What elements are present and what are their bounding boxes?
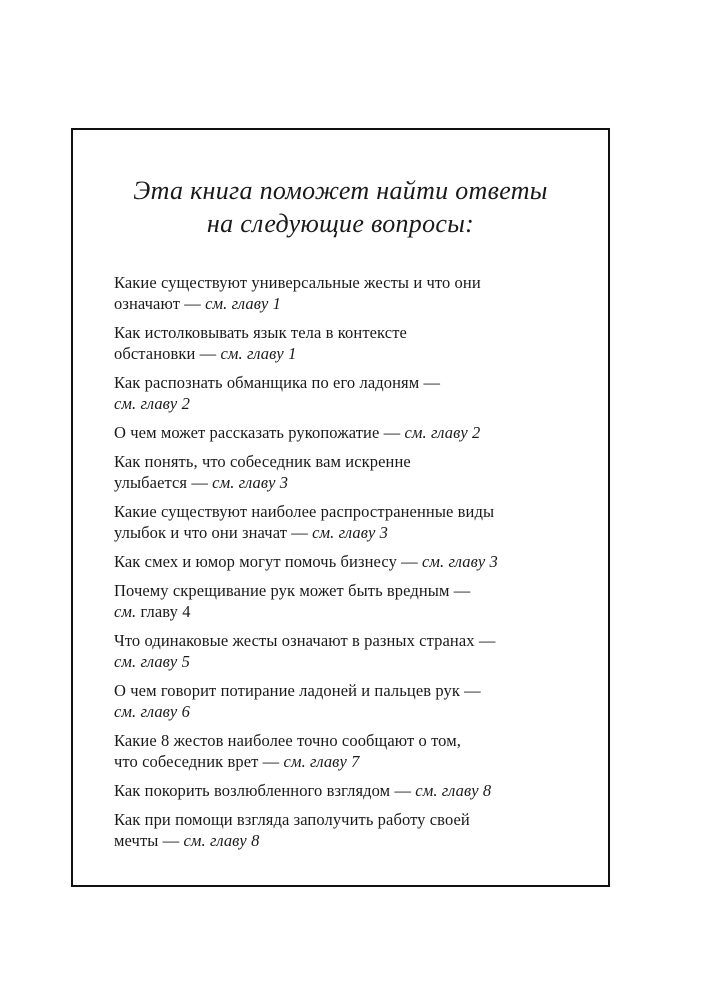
chapter-reference: см. главу 3 [212,473,289,492]
chapter-reference: см. главу 2 [114,394,190,413]
question-item [114,272,584,314]
chapter-reference: см. главу 8 [415,781,492,800]
chapter-reference: см. главу 6 [114,702,190,721]
chapter-reference: см. главу 3 [421,552,498,571]
question-text: Какие 8 жестов наиболее точно сообщают о том, [114,731,461,750]
question-text: Как смех и юмор могут помочь бизнесу — [114,552,422,571]
chapter-reference: см. главу 3 [312,523,388,542]
question-text: Как истолковывать язык тела в контексте [114,323,407,342]
question-item [114,501,584,543]
chapter-reference: см. [114,602,137,621]
question-item [114,322,584,364]
question-item [114,630,584,672]
question-text: Как при помощи взгляда заполучить работу своей [114,810,470,829]
question-item [114,730,584,772]
question-text: Какие существуют универсальные жесты и что они [114,273,481,292]
question-text: что собеседник врет — [114,752,284,771]
question-text: О чем может рассказать рукопожатие — [114,423,405,442]
chapter-reference: см. главу 2 [404,423,481,442]
question-text: означают — [114,294,206,313]
question-item [114,809,584,851]
page-heading [73,174,608,240]
chapter-reference: см. главу 1 [205,294,281,313]
question-text: Какие существуют наиболее распространенные виды [114,502,495,521]
question-text: Как покорить возлюбленного взглядом — [114,781,416,800]
chapter-reference: см. главу 1 [220,344,297,363]
heading-line-2: на следующие вопросы: [206,209,475,238]
question-text: мечты — [114,831,184,850]
question-item [114,680,584,722]
question-text: Что одинаковые жесты означают в разных странах — [114,631,496,650]
question-item [114,780,584,801]
question-text: улыбок и что они значат — [114,523,313,542]
question-item [114,451,584,493]
question-text: Почему скрещивание рук может быть вредным — [114,581,471,600]
question-item [114,422,584,443]
question-item [114,551,584,572]
chapter-reference: см. главу 8 [183,831,260,850]
chapter-reference: см. главу 5 [114,652,190,671]
heading-line-1: Эта книга поможет найти ответы [133,176,548,205]
content-frame [71,128,610,887]
question-item [114,372,584,414]
questions-list [114,272,584,859]
question-text: О чем говорит потирание ладоней и пальцев рук — [114,681,481,700]
question-text: обстановки — [114,344,221,363]
chapter-reference: см. главу 7 [283,752,360,771]
question-text: главу 4 [136,602,191,621]
question-text: улыбается — [114,473,213,492]
question-text: Как распознать обманщика по его ладоням — [114,373,441,392]
question-text: Как понять, что собеседник вам искренне [114,452,411,471]
question-item [114,580,584,622]
